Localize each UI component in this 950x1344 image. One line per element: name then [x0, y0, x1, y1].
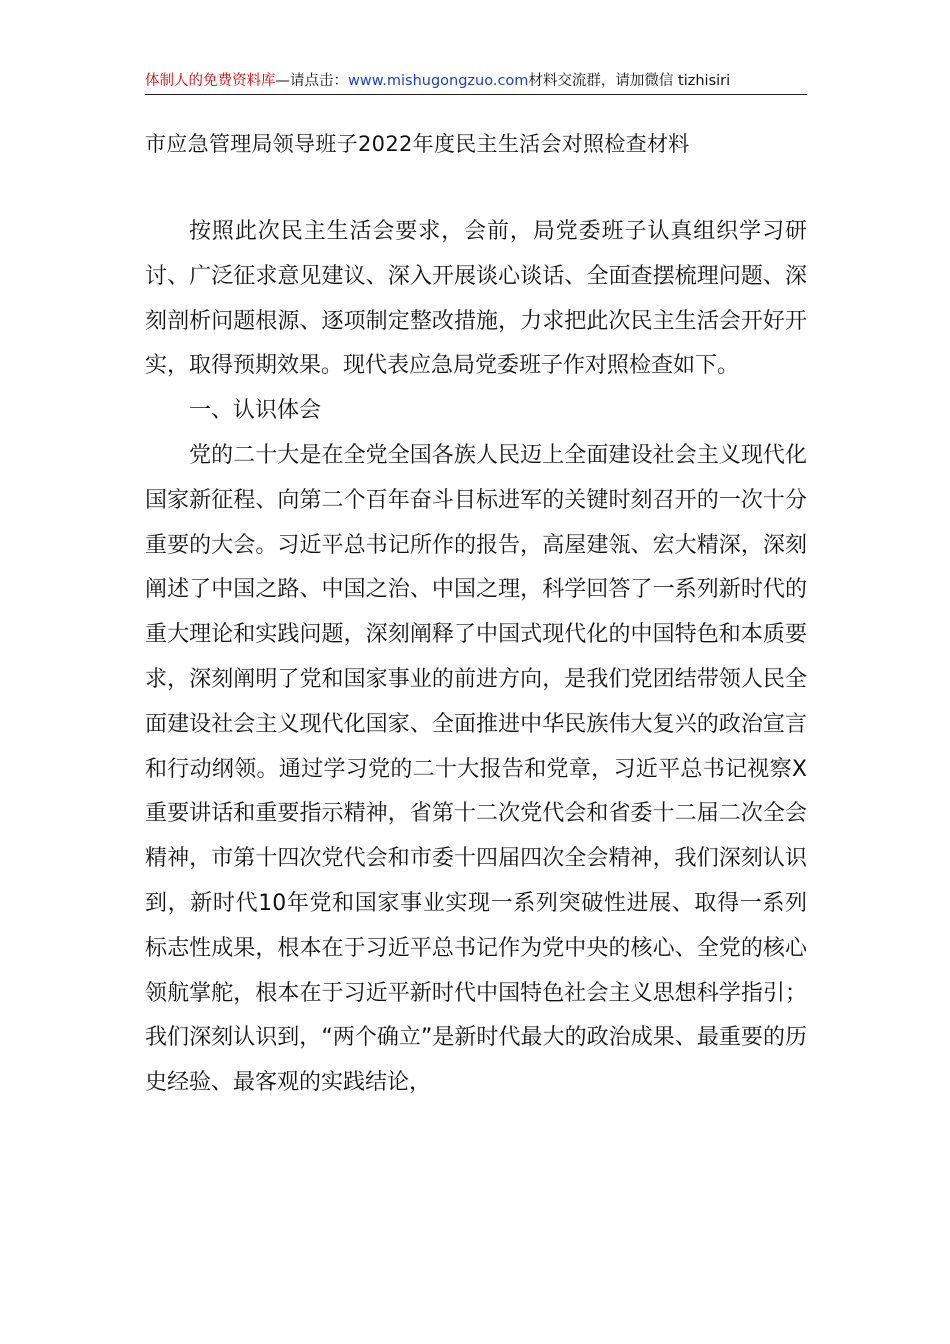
section-heading: 一、认识体会 — [189, 398, 322, 424]
header-url-link[interactable]: www.mishugongzuo.com — [348, 73, 529, 89]
document-title: 市应急管理局领导班子2022年度民主生活会对照检查材料 — [145, 132, 690, 156]
header-prompt: —请点击： — [275, 73, 348, 89]
paragraph-intro: 按照此次民主生活会要求，会前，局党委班子认真组织学习研讨、广泛征求意见建议、深入开展谈心谈话、全面查摆梳理问题、深刻剖析问题根源、逐项制定整改措施，力求把此次民主生活会开好开实，取得预期效果。现代表应急局党委班子作对照检查如下。 — [145, 219, 807, 379]
paragraph-body: 党的二十大是在全党全国各族人民迈上全面建设社会主义现代化国家新征程、向第二个百年奋斗目标进军的关键时刻召开的一次十分重要的大会。习近平总书记所作的报告，高屋建瓴、宏大精深，深刻阐述了中国之路、中国之治、中国之理，科学回答了一系列新时代的重大理论和实践问题，深刻阐释了中国式现代化的中国特色和本质要求，深刻阐明了党和国家事业的前进方向，是我们党团结带领人民全面建设社会主义现代化国家、全面推进中华民族伟大复兴的政治宣言和行动纲领。通过学习党的二十大报告和党章，习近平总书记视察X重要讲话和重要指示精神，省第十二次党代会和省委十二届二次全会精神，市第十四次党代会和市委十四届四次全会精神，我们深刻认识到，新时代10年党和国家事业实现一系列突破性进展、取得一系列标志性成果，根本在于习近平总书记作为党中央的核心、全党的核心领航掌舵，根本在于习近平新时代中国特色社会主义思想科学指引；我们深刻认识到，“两个确立”是新时代最大的政治成果、最重要的历史经验、最客观的实践结论， — [145, 442, 807, 1096]
header-note: 材料交流群，请加微信 tizhisiri — [528, 73, 731, 89]
header-brand: 体制人的免费资料库 — [145, 73, 276, 89]
document-body — [145, 210, 807, 1106]
page-header — [145, 72, 807, 95]
